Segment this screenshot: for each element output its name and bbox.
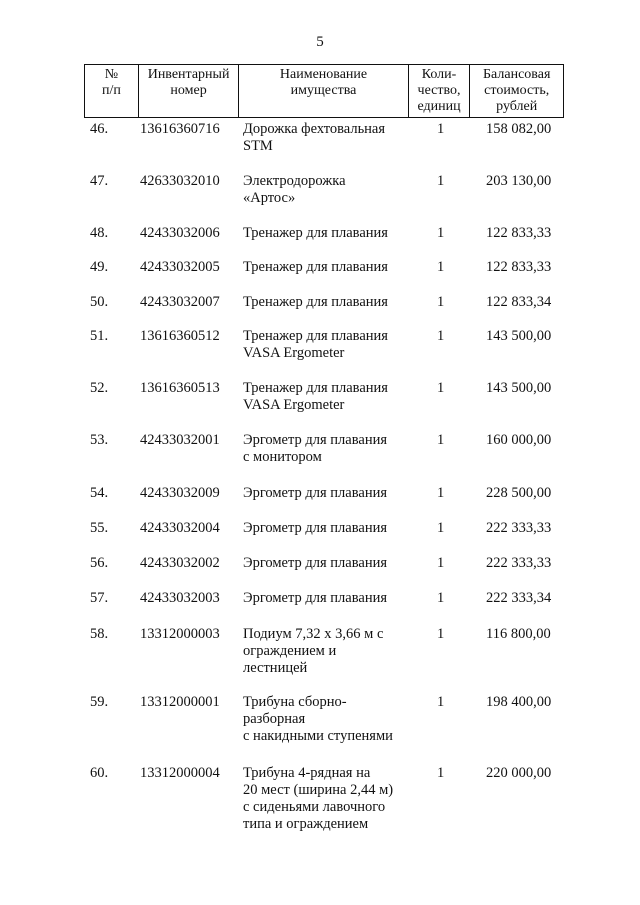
row-number: 53.	[90, 432, 109, 448]
row-cost: 143 500,00	[486, 328, 552, 344]
row-number: 48.	[90, 225, 109, 241]
row-name: Трибуна 4-рядная на 20 мест (ширина 2,44 м) с сиденьями лавочного типа и ограждением	[243, 765, 394, 832]
row-number: 47.	[90, 173, 109, 189]
row-name: Эргометр для плавания	[243, 590, 388, 606]
row-inventory: 42433032001	[140, 432, 220, 448]
row-number: 57.	[90, 590, 109, 606]
row-inventory: 42433032009	[140, 485, 220, 501]
row-quantity: 1	[437, 590, 445, 606]
row-inventory: 42433032004	[140, 520, 220, 536]
row-cost: 116 800,00	[486, 626, 551, 642]
row-name: Тренажер для плавания	[243, 259, 388, 275]
row-quantity: 1	[437, 432, 445, 448]
row-cost: 122 833,33	[486, 225, 552, 241]
row-cost: 122 833,33	[486, 259, 552, 275]
row-quantity: 1	[437, 294, 445, 310]
row-quantity: 1	[437, 328, 445, 344]
row-name: Тренажер для плавания VASA Ergometer	[243, 328, 388, 361]
row-number: 46.	[90, 121, 109, 137]
row-name: Эргометр для плавания	[243, 555, 388, 571]
row-name: Подиум 7,32 х 3,66 м с ограждением и лестницей	[243, 626, 384, 676]
row-number: 55.	[90, 520, 109, 536]
row-quantity: 1	[437, 520, 445, 536]
row-inventory: 13312000003	[140, 626, 220, 642]
row-inventory: 42433032006	[140, 225, 220, 241]
row-number: 49.	[90, 259, 109, 275]
row-inventory: 42433032002	[140, 555, 220, 571]
row-number: 58.	[90, 626, 109, 642]
row-cost: 160 000,00	[486, 432, 552, 448]
row-number: 59.	[90, 694, 109, 710]
row-quantity: 1	[437, 225, 445, 241]
row-name: Трибуна сборно- разборная с накидными ступенями	[243, 694, 393, 744]
row-name: Тренажер для плавания	[243, 225, 388, 241]
row-inventory: 13312000001	[140, 694, 220, 710]
row-quantity: 1	[437, 555, 445, 571]
row-quantity: 1	[437, 765, 445, 781]
row-name: Дорожка фехтовальная STM	[243, 121, 386, 154]
row-cost: 198 400,00	[486, 694, 552, 710]
row-inventory: 42633032010	[140, 173, 220, 189]
row-quantity: 1	[437, 485, 445, 501]
row-number: 52.	[90, 380, 109, 396]
row-quantity: 1	[437, 694, 445, 710]
row-cost: 203 130,00	[486, 173, 552, 189]
row-inventory: 13312000004	[140, 765, 220, 781]
row-quantity: 1	[437, 121, 445, 137]
row-inventory: 13616360513	[140, 380, 220, 396]
row-cost: 158 082,00	[486, 121, 552, 137]
row-inventory: 42433032005	[140, 259, 220, 275]
row-cost: 143 500,00	[486, 380, 552, 396]
row-number: 51.	[90, 328, 109, 344]
row-name: Электродорожка «Артос»	[243, 173, 346, 206]
row-inventory: 13616360716	[140, 121, 220, 137]
row-number: 54.	[90, 485, 109, 501]
page-number: 5	[316, 34, 324, 50]
header-inventory: Инвентарный номер	[139, 65, 240, 117]
header-name: Наименование имущества	[239, 65, 408, 117]
row-name: Тренажер для плавания VASA Ergometer	[243, 380, 388, 413]
header-number: № п/п	[85, 65, 139, 117]
row-cost: 222 333,33	[486, 555, 552, 571]
row-name: Эргометр для плавания	[243, 520, 388, 536]
row-number: 50.	[90, 294, 109, 310]
header-cost: Балансовая стоимость, рублей	[483, 67, 551, 114]
row-inventory: 42433032003	[140, 590, 220, 606]
row-quantity: 1	[437, 259, 445, 275]
row-cost: 222 333,33	[486, 520, 552, 536]
header-quantity: Коли- чество, единиц	[409, 65, 471, 117]
row-inventory: 42433032007	[140, 294, 220, 310]
row-cost: 228 500,00	[486, 485, 552, 501]
row-cost: 222 333,34	[486, 590, 552, 606]
row-number: 60.	[90, 765, 109, 781]
row-inventory: 13616360512	[140, 328, 220, 344]
row-quantity: 1	[437, 626, 445, 642]
row-name: Тренажер для плавания	[243, 294, 388, 310]
row-quantity: 1	[437, 380, 445, 396]
row-number: 56.	[90, 555, 109, 571]
row-cost: 122 833,34	[486, 294, 552, 310]
row-name: Эргометр для плавания с монитором	[243, 432, 388, 465]
row-quantity: 1	[437, 173, 445, 189]
row-name: Эргометр для плавания	[243, 485, 388, 501]
row-cost: 220 000,00	[486, 765, 552, 781]
